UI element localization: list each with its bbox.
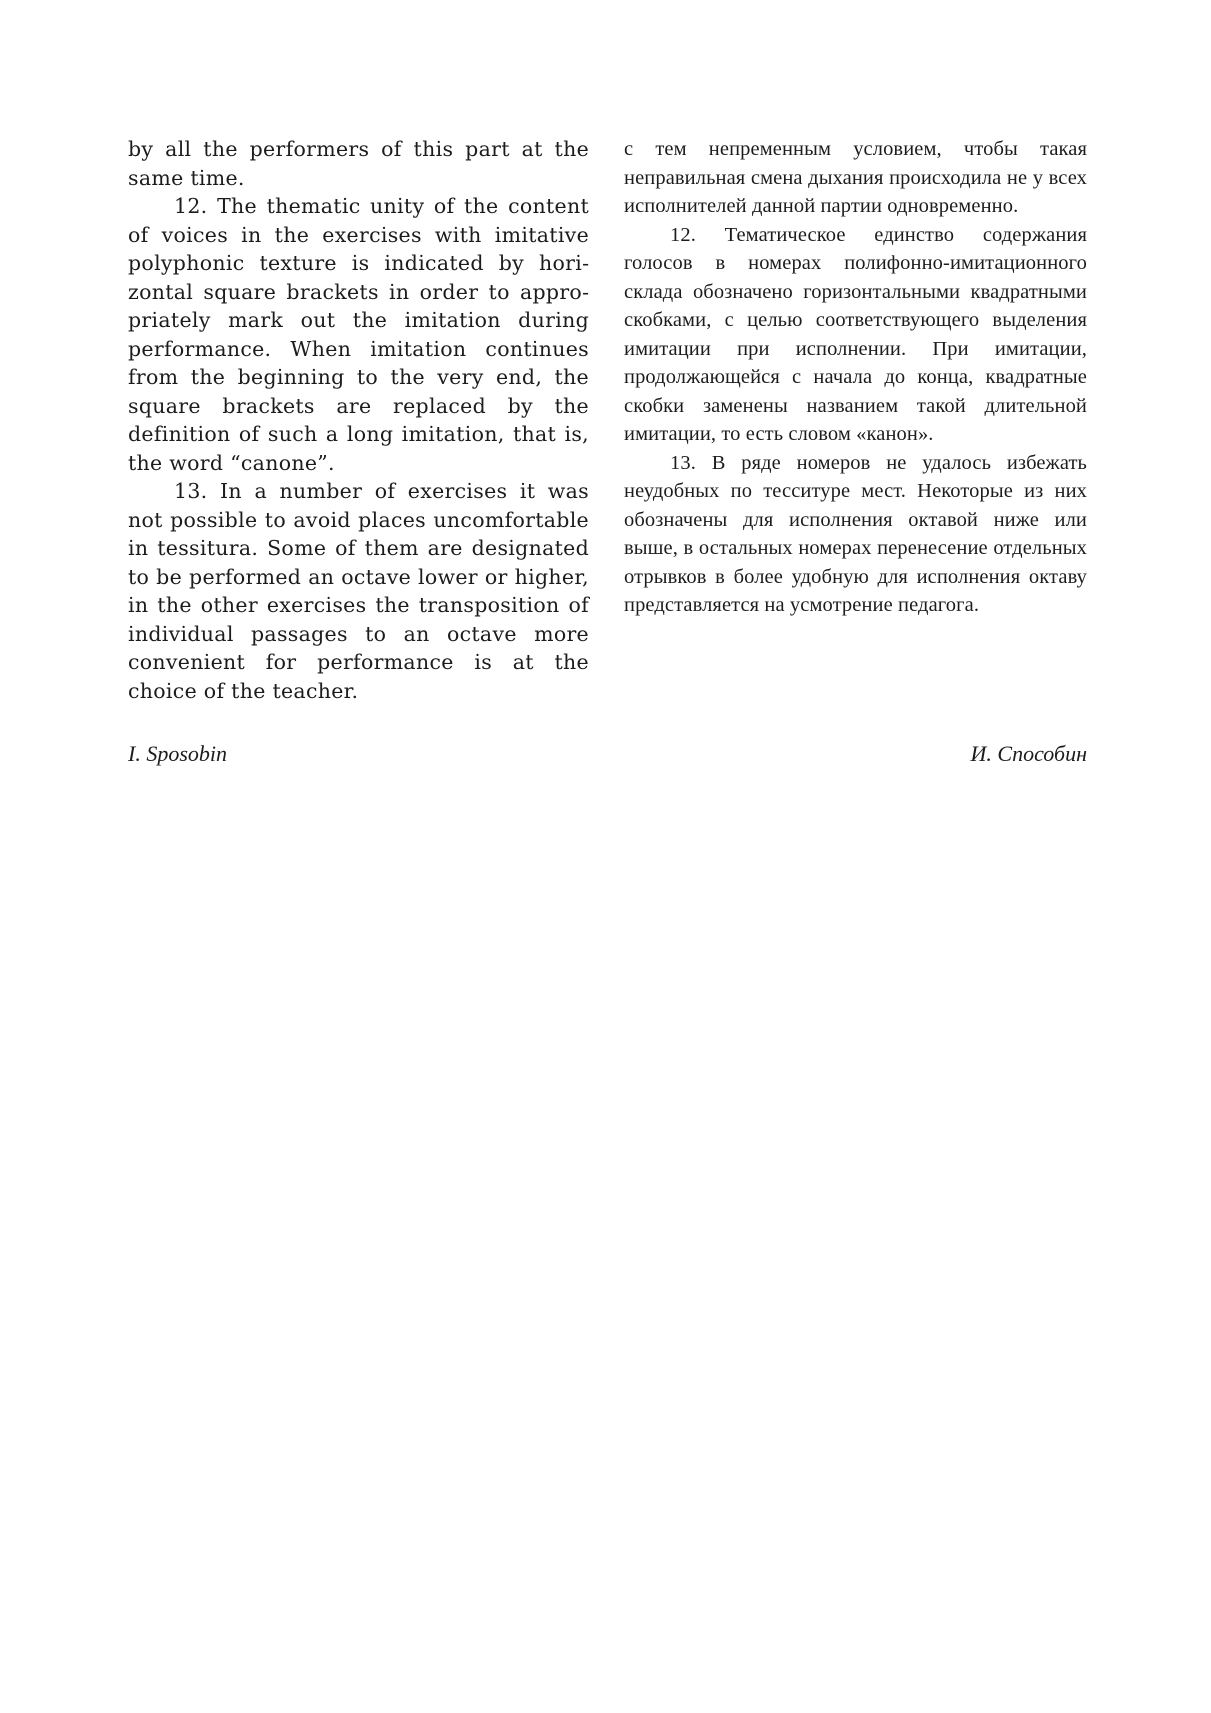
english-column [128, 135, 589, 705]
english-item-12-paragraph: 12. The thematic unity of the content of voices in the exercises with imitative polyphonic texture is indicated by horizontal square brackets in order to appropriately mark out the imitation during performance. When imitation continues from the beginning to the very end, the square brackets are replaced by the definition of such a long imitation, that is, the word “canone”. [128, 194, 589, 475]
russian-signature: И. Способин [970, 741, 1087, 766]
english-item-13-paragraph: 13. In a number of exercises it was not possible to avoid places uncomfortable in tessitura. Some of them are designated to be performed an octave lower or higher, in the other exercises the transposition of individual passages to an octave more convenient for performance is at the choice of the teacher. [128, 479, 589, 703]
russian-item-13-paragraph: 13. В ряде номеров не удалось избежать неудобных по тесситуре мест. Некоторые из них обозначены для исполнения октавой ниже или выше, в остальных номерах перенесение отдельных отрывков в более удобную для исполнения октаву представляется на усмотрение педагога. [624, 451, 1087, 616]
russian-continuation-paragraph: с тем непременным условием, чтобы такая неправильная смена дыхания происходила не у всех исполнителей данной партии одновременно. [624, 138, 1087, 217]
russian-item-12-paragraph: 12. Тематическое единство содержания голосов в номерах полифонно-имитационного склада обозначено горизонтальными квадратными скобками, с целью соответствующего выделения имитации при исполнении. При имитации, продолжающейся с начала до конца, квадратные скобки заменены названием такой длительной имитации, то есть словом «канон». [624, 223, 1087, 445]
english-signature: I. Sposobin [128, 741, 227, 766]
english-continuation-paragraph: by all the performers of this part at the same time. [128, 137, 589, 190]
russian-column [624, 135, 1087, 620]
